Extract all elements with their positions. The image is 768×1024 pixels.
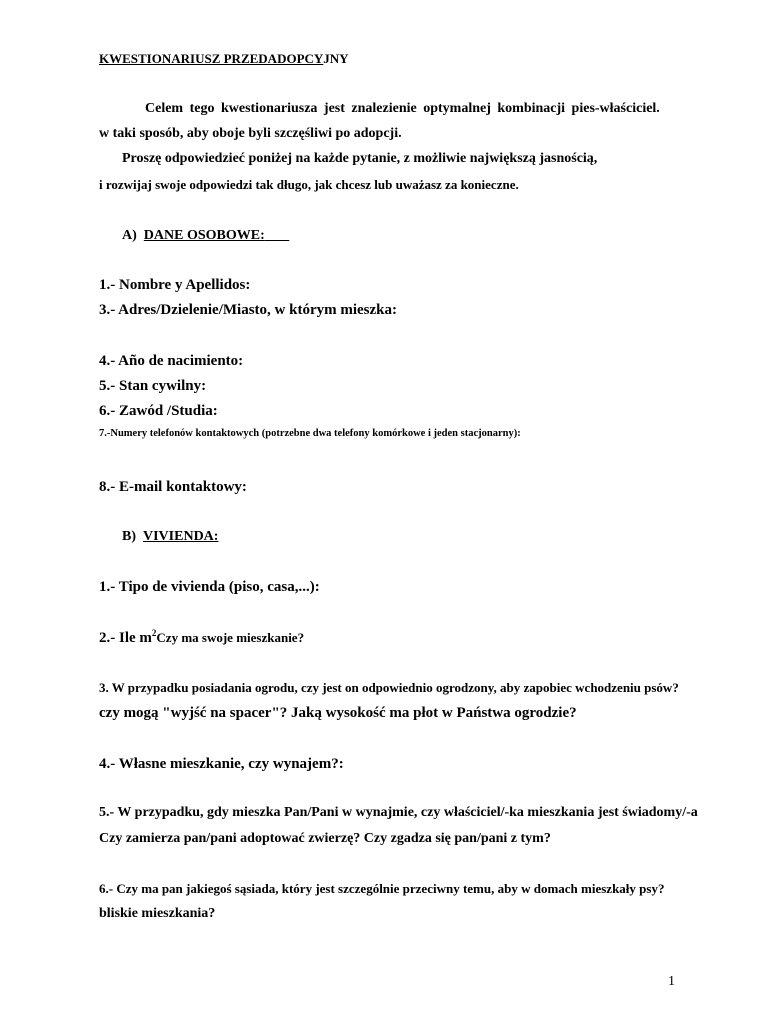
question-a8: 8.- E-mail kontaktowy: bbox=[99, 479, 247, 495]
question-a5: 5.- Stan cywilny: bbox=[99, 378, 207, 394]
document-title-underlined: KWESTIONARIUSZ PRZEDADOPCY bbox=[99, 51, 324, 66]
page-number: 1 bbox=[668, 974, 675, 989]
section-b-letter: B) bbox=[122, 529, 136, 544]
question-b3-line-2: czy mogą "wyjść na spacer"? Jaką wysokość ma płot w Państwa ogrodzie? bbox=[99, 705, 577, 721]
question-a3: 3.- Adres/Dzielenie/Miasto, w którym mieszka: bbox=[99, 302, 398, 318]
intro-line-2: w taki sposób, aby oboje byli szczęśliwi po adopcji. bbox=[99, 126, 402, 141]
question-b2-main: 2.- Ile m bbox=[99, 630, 152, 646]
section-b-heading bbox=[122, 530, 218, 544]
document-title-rest: JNY bbox=[323, 51, 349, 66]
question-a6: 6.- Zawód /Studia: bbox=[99, 403, 218, 419]
question-a4: 4.- Año de nacimiento: bbox=[99, 353, 244, 369]
question-b2 bbox=[99, 628, 305, 646]
question-b5-line-2: Czy zamierza pan/pani adoptować zwierzę? Czy zgadza się pan/pani z tym? bbox=[99, 831, 551, 846]
section-b-title: VIVIENDA: bbox=[143, 529, 219, 544]
question-b6-line-2: bliskie mieszkania? bbox=[99, 906, 216, 921]
section-a-heading bbox=[122, 229, 289, 243]
intro-line-4: i rozwijaj swoje odpowiedzi tak długo, jak chcesz lub uważasz za konieczne. bbox=[99, 177, 519, 192]
intro-line-3: Proszę odpowiedzieć poniżej na każde pytanie, z możliwie największą jasnością, bbox=[122, 151, 598, 166]
question-b3-line-1: 3. W przypadku posiadania ogrodu, czy jest on odpowiednio ogrodzony, aby zapobiec wchodzeniu psów? bbox=[99, 680, 679, 695]
section-a-title: DANE OSOBOWE: bbox=[143, 228, 265, 243]
intro-line-1 bbox=[145, 102, 676, 116]
question-a7: 7.-Numery telefonów kontaktowych (potrzebne dwa telefony komórkowe i jeden stacjonarny): bbox=[99, 428, 521, 439]
question-a1: 1.- Nombre y Apellidos: bbox=[99, 277, 251, 293]
question-b4: 4.- Własne mieszkanie, czy wynajem?: bbox=[99, 756, 344, 772]
question-b1: 1.- Tipo de vivienda (piso, casa,...): bbox=[99, 579, 320, 595]
document-title bbox=[99, 52, 349, 65]
section-a-letter: A) bbox=[122, 228, 137, 243]
intro-line-1-text: Celem tego kwestionariusza jest znalezienie optymalnej kombinacji pies-właściciel. bbox=[145, 101, 660, 116]
question-b5-line-1: 5.- W przypadku, gdy mieszka Pan/Pani w wynajmie, czy właściciel/-ka mieszkania jest świadomy/-a bbox=[99, 805, 698, 820]
question-b6-line-1: 6.- Czy ma pan jakiegoś sąsiada, który jest szczególnie przeciwny temu, aby w domach mieszkały psy? bbox=[99, 881, 665, 896]
question-b2-tail: Czy ma swoje mieszkanie? bbox=[156, 630, 305, 645]
question-b2-superscript: 2 bbox=[151, 628, 157, 638]
